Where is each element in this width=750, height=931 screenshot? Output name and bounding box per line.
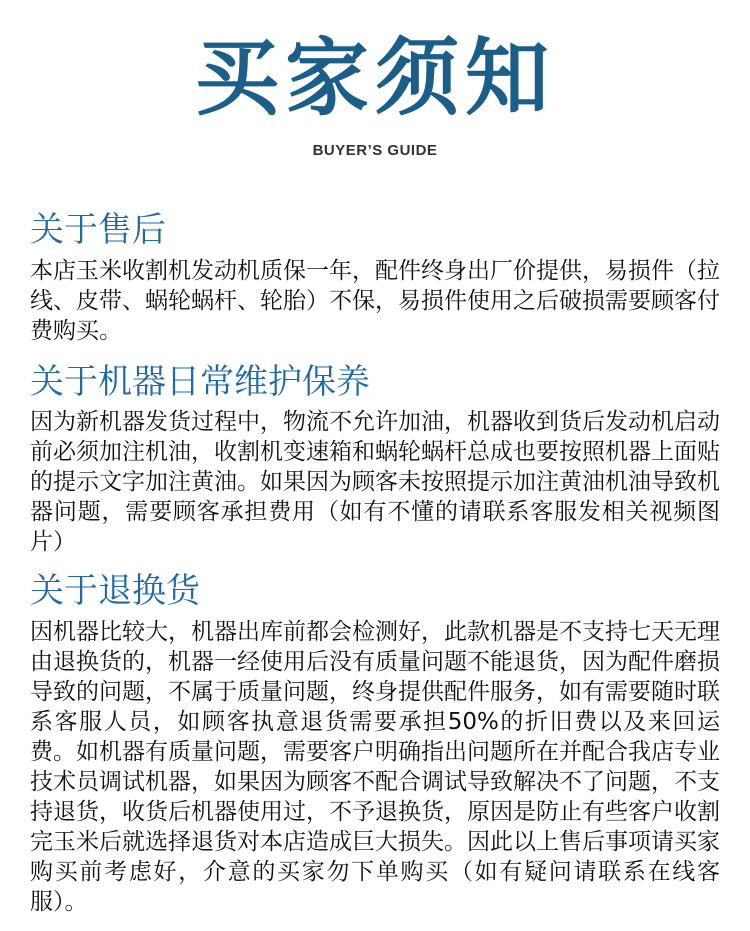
section-body-maintenance: 因为新机器发货过程中，物流不允许加油，机器收到货后发动机启动前必须加注机油，收割机变速箱和蜗轮蜗杆总成也要按照机器上面贴的提示文字加注黄油。如果因为顾客未按照提示加注黄油机油导致机器问题，需要顾客承担费用（如有不懂的请联系客服发相关视频图片） — [30, 409, 720, 555]
page-title: 买家须知 — [194, 29, 555, 127]
section-body-after-sales: 本店玉米收割机发动机质保一年，配件终身出厂价提供，易损件（拉线、皮带、蜗轮蜗杆、轮胎）不保，易损件使用之后破损需要顾客付费购买。 — [30, 258, 720, 344]
section-title-returns: 关于退换货 — [30, 571, 200, 611]
page-subtitle: BUYER’S GUIDE — [312, 142, 438, 159]
section-body-returns: 因机器比较大，机器出库前都会检测好，此款机器是不支持七天无理由退换货的，机器一经使用后没有质量问题不能退货，因为配件磨损导致的问题，不属于质量问题，终身提供配件服务，如有需要随时联系客服人员，如顾客执意退货需要承担50%的折旧费以及来回运费。如机器有质量问题，需要客户明确指出问题所在并配合我店专业技术员调试机器，如果因为顾客不配合调试导致解决不了问题，不支持退货，收货后机器使用过，不予退换货，原因是防止有些客户收割完玉米后就选择退货对本店造成巨大损失。因此以上售后事项请买家购买前考虑好，介意的买家勿下单购买（如有疑问请联系在线客服）。 — [30, 619, 720, 915]
section-title-after-sales: 关于售后 — [30, 210, 166, 250]
section-title-maintenance: 关于机器日常维护保养 — [30, 362, 370, 402]
